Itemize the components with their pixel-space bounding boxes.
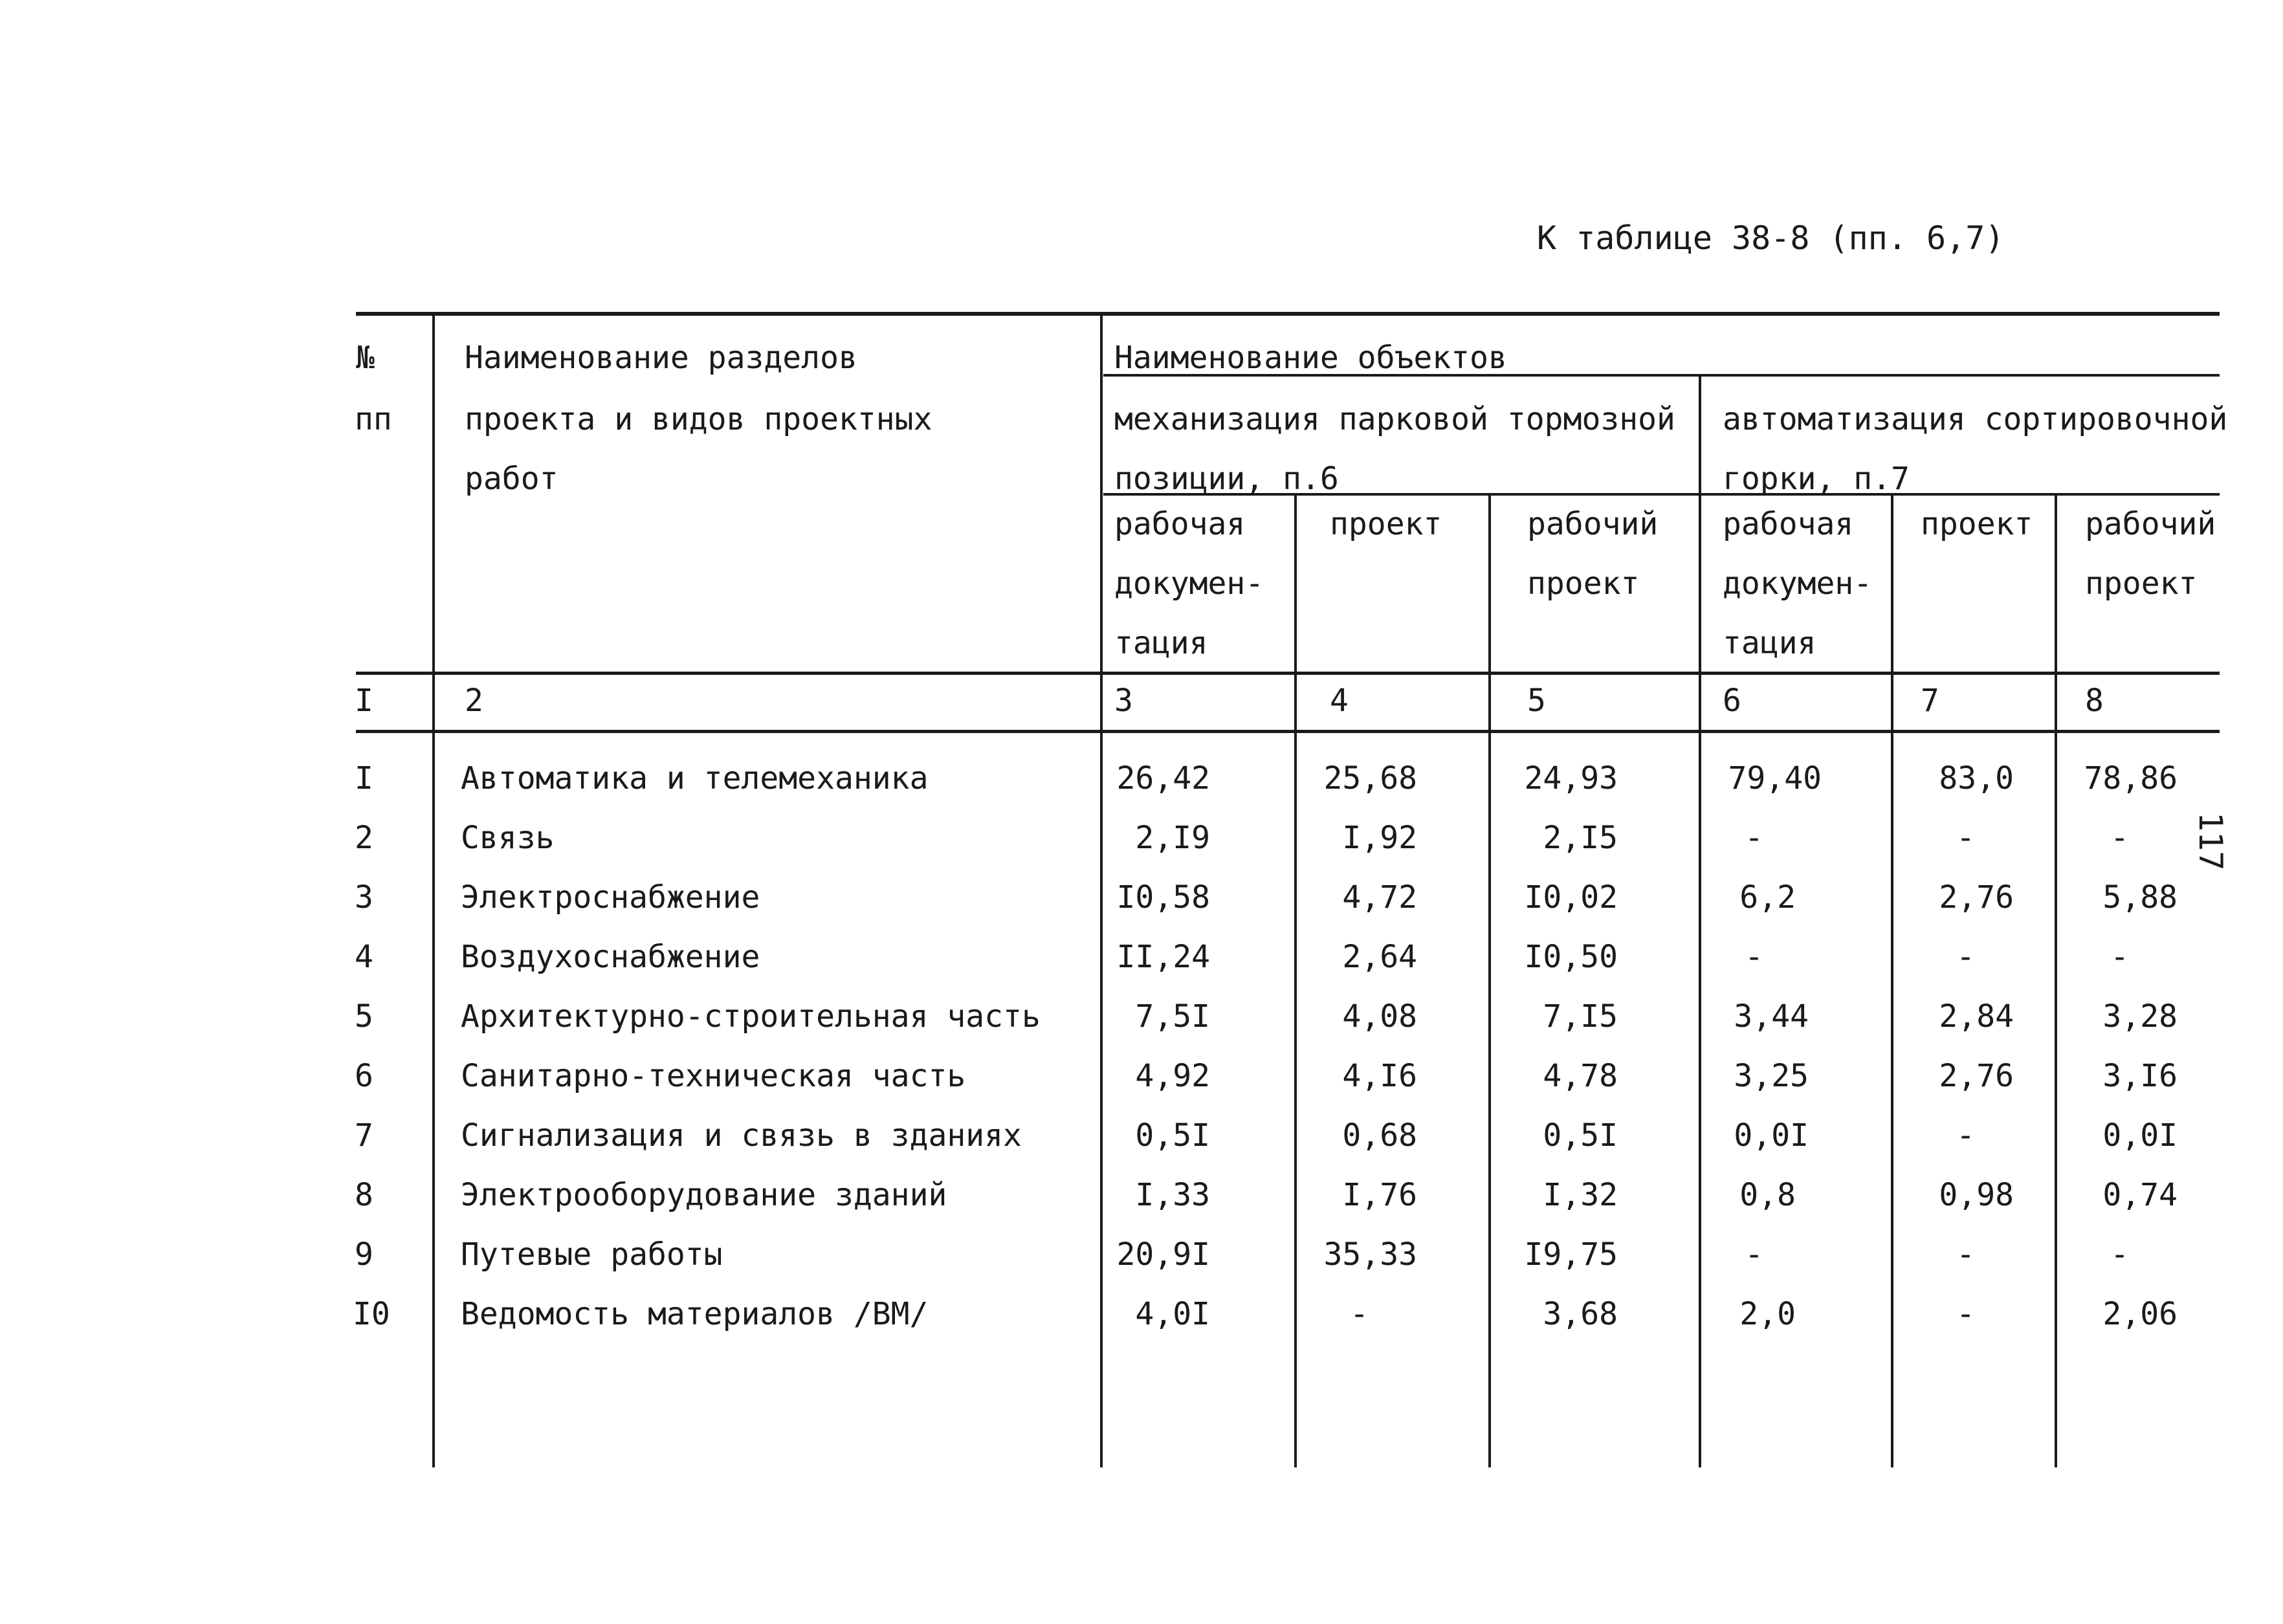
cell-c4: 4,I6 [1342, 1058, 1417, 1094]
row-name: Архитектурно-строительная часть [461, 998, 1041, 1035]
header-num-label-2: пп [355, 401, 392, 437]
cell-c8: - [2110, 1236, 2129, 1273]
row-number: 8 [355, 1177, 373, 1213]
cell-c6: 0,8 [1739, 1177, 1796, 1213]
top-rule [356, 312, 2220, 316]
header-objects-title: Наименование объектов [1114, 340, 1507, 376]
cell-c5: 4,78 [1543, 1058, 1618, 1094]
cell-c6: - [1745, 939, 1763, 975]
row-number: 3 [355, 879, 373, 916]
cell-c7: 2,76 [1939, 879, 2014, 916]
cell-c6: 6,2 [1739, 879, 1796, 916]
cell-c6: 3,44 [1734, 998, 1809, 1035]
row-number: 5 [355, 998, 373, 1035]
cell-c6: - [1745, 1236, 1763, 1273]
row-name: Санитарно-техническая часть [461, 1058, 966, 1094]
row-name: Путевые работы [461, 1236, 723, 1273]
cell-c8: 3,I6 [2102, 1058, 2178, 1094]
row-name: Электрооборудование зданий [461, 1177, 947, 1213]
row-number: 2 [355, 820, 373, 856]
colnum-6: 6 [1723, 683, 1741, 719]
cell-c3: 2,I9 [1135, 820, 1210, 856]
cell-c5: 7,I5 [1543, 998, 1618, 1035]
cell-c5: I9,75 [1524, 1236, 1618, 1273]
header-c7-line-1: проект [1921, 506, 2033, 542]
cell-c3: 4,92 [1135, 1058, 1210, 1094]
colnum-8: 8 [2085, 683, 2104, 719]
header-name-line-1: Наименование разделов [465, 340, 857, 376]
cell-c7: 0,98 [1939, 1177, 2014, 1213]
cell-c8: 2,06 [2102, 1296, 2178, 1332]
cell-c8: 78,86 [2084, 760, 2178, 796]
cell-c5: 0,5I [1543, 1117, 1618, 1154]
header-c4-line-1: проект [1330, 506, 1442, 542]
cell-c6: 3,25 [1734, 1058, 1809, 1094]
header-group2-line-1: автоматизация сортировочной [1723, 401, 2228, 437]
row-number: 7 [355, 1117, 373, 1154]
cell-c4: I,92 [1342, 820, 1417, 856]
cell-c7: - [1956, 1236, 1975, 1273]
header-c6-line-3: тация [1723, 625, 1816, 661]
row-number: 6 [355, 1058, 373, 1094]
cell-c8: - [2110, 820, 2129, 856]
cell-c6: - [1745, 820, 1763, 856]
cell-c7: - [1956, 939, 1975, 975]
cell-c8: - [2110, 939, 2129, 975]
header-c8-line-1: рабочий [2085, 506, 2216, 542]
header-bottom-rule [356, 672, 2220, 675]
cell-c3: 4,0I [1135, 1296, 1210, 1332]
header-c6-line-1: рабочая [1723, 506, 1854, 542]
header-c5-line-2: проект [1527, 565, 1640, 602]
cell-c8: 3,28 [2102, 998, 2178, 1035]
header-group1-line-2: позиции, п.6 [1114, 461, 1339, 497]
row-name: Сигнализация и связь в зданиях [461, 1117, 1022, 1154]
row-number: 4 [355, 939, 373, 975]
cell-c4: 0,68 [1342, 1117, 1417, 1154]
header-c5-line-1: рабочий [1527, 506, 1659, 542]
header-c6-line-2: докумен- [1723, 565, 1873, 602]
cell-c4: 25,68 [1323, 760, 1417, 796]
cell-c3: II,24 [1116, 939, 1210, 975]
cell-c8: 0,0I [2102, 1117, 2178, 1154]
header-group1-line-1: механизация парковой тормозной [1114, 401, 1675, 437]
cell-c4: 4,08 [1342, 998, 1417, 1035]
cell-c6: 79,40 [1728, 760, 1822, 796]
colnum-3: 3 [1114, 683, 1133, 719]
header-c8-line-2: проект [2085, 565, 2198, 602]
cell-c7: 2,84 [1939, 998, 2014, 1035]
cell-c4: 35,33 [1323, 1236, 1417, 1273]
header-name-line-3: работ [465, 461, 558, 497]
row-number: I [355, 760, 373, 796]
cell-c4: 4,72 [1342, 879, 1417, 916]
row-number: 9 [355, 1236, 373, 1273]
cell-c3: 20,9I [1116, 1236, 1210, 1273]
row-number: I0 [353, 1296, 390, 1332]
cell-c5: 24,93 [1524, 760, 1618, 796]
colnum-4: 4 [1330, 683, 1349, 719]
header-group2-line-2: горки, п.7 [1723, 461, 1910, 497]
colnum-1: I [355, 683, 373, 719]
colnum-5: 5 [1527, 683, 1546, 719]
colnum-7: 7 [1921, 683, 1939, 719]
header-c3-line-3: тация [1114, 625, 1208, 661]
page-number: 117 [2192, 812, 2229, 871]
header-num-label-1: № [356, 340, 375, 376]
row-name: Связь [461, 820, 555, 856]
cell-c7: - [1956, 1117, 1975, 1154]
cell-c7: - [1956, 820, 1975, 856]
row-name: Электроснабжение [461, 879, 760, 916]
cell-c6: 0,0I [1734, 1117, 1809, 1154]
cell-c3: I,33 [1135, 1177, 1210, 1213]
header-name-line-2: проекта и видов проектных [465, 401, 932, 437]
cell-c5: 3,68 [1543, 1296, 1618, 1332]
cell-c5: I0,02 [1524, 879, 1618, 916]
cell-c3: 26,42 [1116, 760, 1210, 796]
row-name: Ведомость материалов /ВМ/ [461, 1296, 929, 1332]
cell-c7: - [1956, 1296, 1975, 1332]
colnum-bottom-rule [356, 730, 2220, 733]
cell-c4: I,76 [1342, 1177, 1417, 1213]
cell-c6: 2,0 [1739, 1296, 1796, 1332]
cell-c7: 2,76 [1939, 1058, 2014, 1094]
header-c3-line-1: рабочая [1114, 506, 1246, 542]
header-c3-line-2: докумен- [1114, 565, 1264, 602]
cell-c7: 83,0 [1939, 760, 2014, 796]
vline-1 [432, 316, 435, 1467]
cell-c5: I,32 [1543, 1177, 1618, 1213]
cell-c4: - [1350, 1296, 1369, 1332]
cell-c4: 2,64 [1342, 939, 1417, 975]
cell-c3: 0,5I [1135, 1117, 1210, 1154]
cell-c5: 2,I5 [1543, 820, 1618, 856]
cell-c3: 7,5I [1135, 998, 1210, 1035]
row-name: Автоматика и телемеханика [461, 760, 929, 796]
table-caption: К таблице 38-8 (пп. 6,7) [1537, 219, 2005, 257]
row-name: Воздухоснабжение [461, 939, 760, 975]
cell-c8: 5,88 [2102, 879, 2178, 916]
colnum-2: 2 [465, 683, 483, 719]
cell-c3: I0,58 [1116, 879, 1210, 916]
cell-c5: I0,50 [1524, 939, 1618, 975]
cell-c8: 0,74 [2102, 1177, 2178, 1213]
